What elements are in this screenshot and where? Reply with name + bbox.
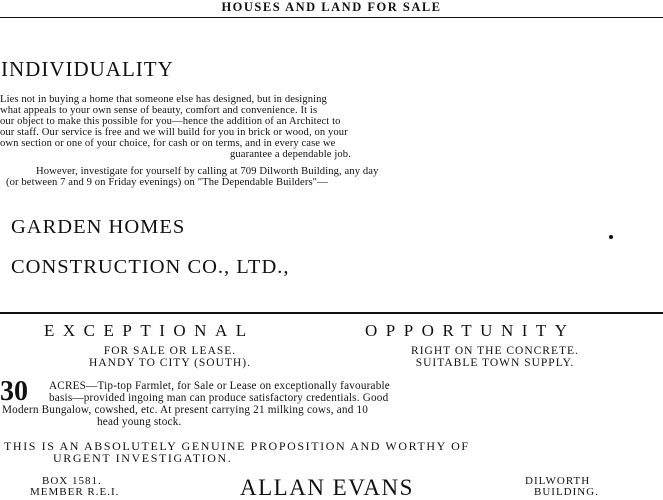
proposition-line-1: THIS IS AN ABSOLUTELY GENUINE PROPOSITION AND WORTHY OF [4, 439, 470, 453]
farmlet-body-line: basis—provided ingoing man can produce satisfactory credentials. Good [49, 392, 389, 404]
sale-lease-line: FOR SALE OR LEASE. [103, 345, 237, 357]
proposition-line-2: URGENT INVESTIGATION. [53, 451, 233, 465]
heading-exceptional: EXCEPTIONAL [44, 321, 255, 340]
member-rei: MEMBER R.E.I. [30, 486, 120, 498]
farmlet-body-line: head young stock. [97, 416, 182, 428]
section-rule [0, 312, 663, 314]
handy-city-line: HANDY TO CITY (SOUTH). [89, 357, 251, 369]
box-number: BOX 1581. [42, 475, 102, 487]
farmlet-body-line: ACRES—Tip-top Farmlet, for Sale or Lease on exceptionally favourable [49, 380, 390, 392]
advert-body-line: own section or one of your choice, for cash or on terms, and in every case we [0, 138, 336, 149]
concrete-line: RIGHT ON THE CONCRETE. [411, 345, 579, 357]
town-supply-line: SUITABLE TOWN SUPPLY. [415, 357, 575, 369]
company-name-line-1: GARDEN HOMES [11, 216, 186, 238]
advert-body-line: (or between 7 and 9 on Friday evenings) on "The Dependable Builders"— [6, 177, 328, 188]
advert-body-line: our object to make this possible for you—hence the addition of an Architect to [0, 116, 341, 127]
advert-body-line: guarantee a dependable job. [230, 149, 351, 160]
page-header: HOUSES AND LAND FOR SALE [221, 0, 442, 14]
print-speck [609, 235, 613, 239]
farmlet-body-line: Modern Bungalow, cowshed, etc. At present carrying 21 milking cows, and 10 [2, 404, 369, 416]
building-line: BUILDING. [534, 486, 599, 498]
advert-body-line: our staff. Our service is free and we will build for you in brick or wood, on your [0, 127, 348, 138]
heading-opportunity: OPPORTUNITY [365, 321, 576, 340]
agent-name: ALLAN EVANS [240, 475, 414, 500]
acres-number: 30 [0, 376, 28, 407]
company-name-line-2: CONSTRUCTION CO., LTD., [11, 256, 290, 278]
advert-body-line: Lies not in buying a home that someone else has designed, but in designing [0, 94, 327, 105]
advert-title: INDIVIDUALITY [1, 57, 174, 81]
advert-body-line: what appeals to your own sense of beauty, comfort and convenience. It is [0, 105, 318, 116]
header-rule [0, 17, 663, 18]
dilworth-line: DILWORTH [525, 475, 591, 487]
advert-body-line: However, investigate for yourself by calling at 709 Dilworth Building, any day [36, 166, 379, 177]
